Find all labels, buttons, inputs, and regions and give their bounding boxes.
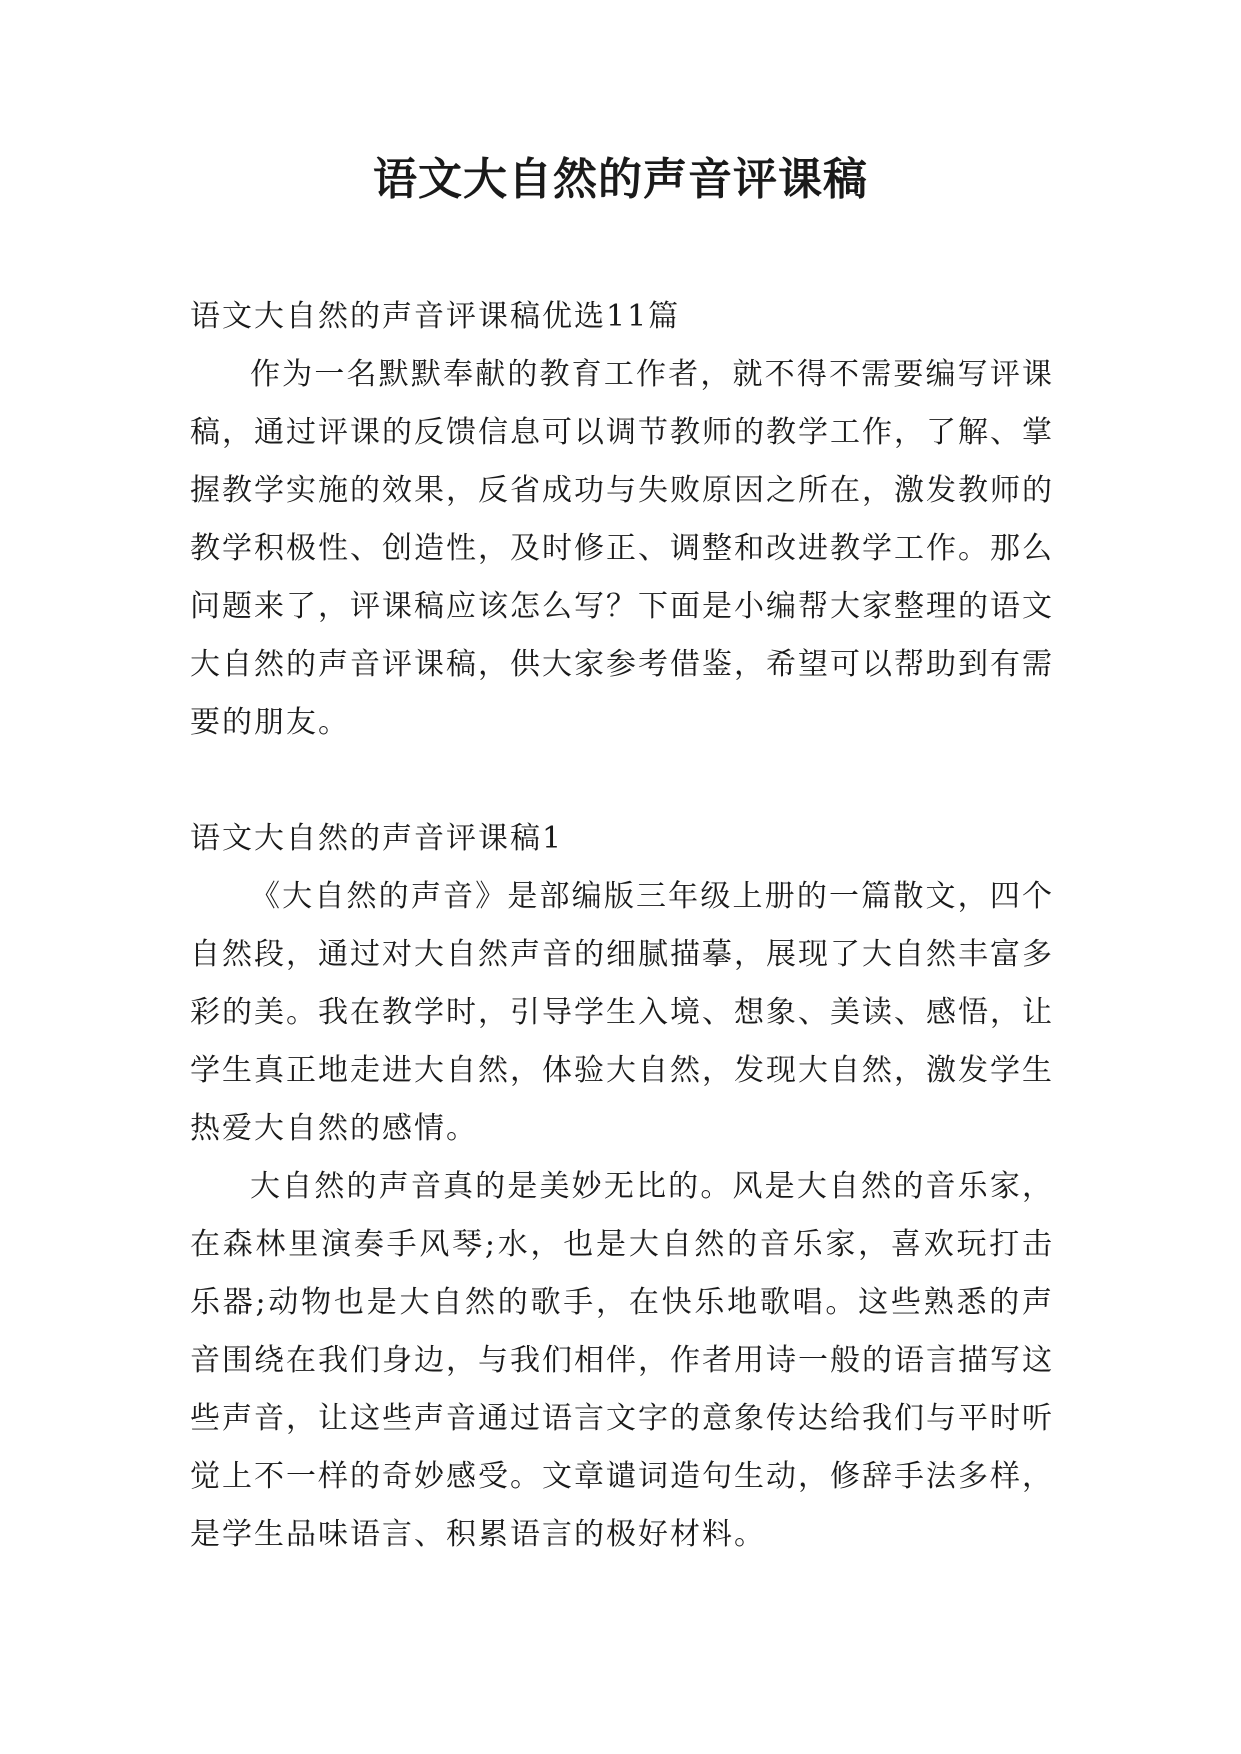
document-subtitle: 语文大自然的声音评课稿优选11篇 (190, 299, 681, 334)
document-title: 语文大自然的声音评课稿 (373, 154, 868, 205)
section-paragraph-1: 《大自然的声音》是部编版三年级上册的一篇散文，四个自然段，通过对大自然声音的细腻描摹，展现了大自然丰富多彩的美。我在教学时，引导学生入境、想象、美读、感悟，让学生真正地走进大自然，体验大自然，发现大自然，激发学生热爱大自然的感情。 (190, 879, 1054, 1146)
section-spacer (190, 752, 1054, 810)
section-heading: 语文大自然的声音评课稿1 (190, 821, 564, 856)
document-body (190, 288, 1054, 1564)
section-paragraph-2: 大自然的声音真的是美妙无比的。风是大自然的音乐家，在森林里演奏手风琴;水，也是大自然的音乐家，喜欢玩打击乐器;动物也是大自然的歌手，在快乐地歌唱。这些熟悉的声音围绕在我们身边，与我们相伴，作者用诗一般的语言描写这些声音，让这些声音通过语言文字的意象传达给我们与平时听觉上不一样的奇妙感受。文章谴词造句生动，修辞手法多样，是学生品味语言、积累语言的极好材料。 (190, 1169, 1054, 1552)
intro-paragraph: 作为一名默默奉献的教育工作者，就不得不需要编写评课稿，通过评课的反馈信息可以调节教师的教学工作，了解、掌握教学实施的效果，反省成功与失败原因之所在，激发教师的教学积极性、创造性，及时修正、调整和改进教学工作。那么问题来了，评课稿应该怎么写？下面是小编帮大家整理的语文大自然的声音评课稿，供大家参考借鉴，希望可以帮助到有需要的朋友。 (190, 357, 1054, 740)
